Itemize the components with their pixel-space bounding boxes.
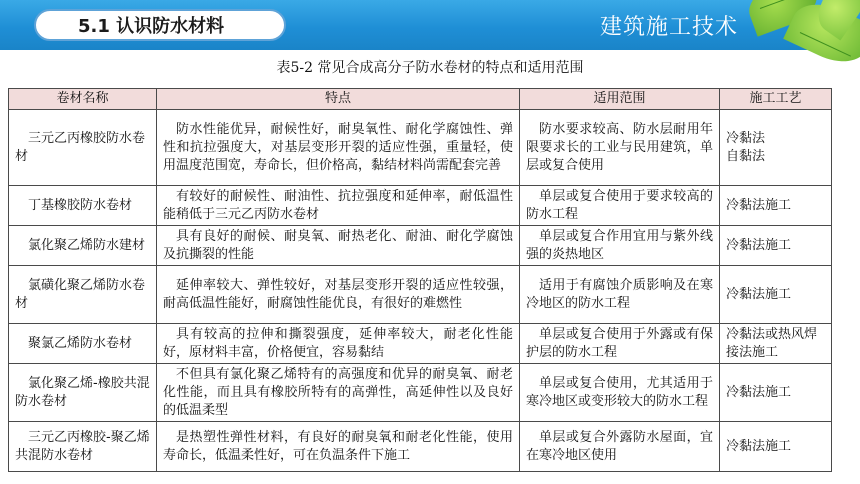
material-name: 氯化聚乙烯-橡胶共混防水卷材: [9, 364, 157, 422]
table-row: [9, 364, 832, 422]
material-process: [720, 110, 832, 186]
column-header: 特点: [157, 89, 520, 110]
material-features: 不但具有氯化聚乙烯特有的高强度和优异的耐臭氧、耐老化性能，而且具有橡胶所特有的高弹性，高延伸性以及良好的低温柔型: [157, 364, 520, 422]
material-scope: 防水要求较高、防水层耐用年限要求长的工业与民用建筑，单层或复合使用: [520, 110, 720, 186]
header-bar: [0, 0, 860, 50]
table-caption: 表5-2 常见合成高分子防水卷材的特点和适用范围: [276, 60, 584, 76]
table-header-row: [9, 89, 832, 110]
material-process: 冷黏法施工: [720, 364, 832, 422]
table-row: [9, 186, 832, 226]
process-item: 冷黏法: [726, 130, 766, 146]
material-process: 冷黏法施工: [720, 226, 832, 266]
section-label-text: 5.1 认识防水材料: [78, 16, 225, 37]
material-name: 氯化聚乙烯防水建材: [9, 226, 157, 266]
process-item: 自黏法: [726, 148, 766, 164]
material-scope: 单层或复合外露防水屋面，宜在寒冷地区使用: [520, 422, 720, 472]
material-features: 具有较高的拉伸和撕裂强度，延伸率较大，耐老化性能好，原材料丰富，价格便宜，容易黏结: [157, 324, 520, 364]
table-row: [9, 324, 832, 364]
column-header: 卷材名称: [9, 89, 157, 110]
material-scope: 适用于有腐蚀介质影响及在寒冷地区的防水工程: [520, 266, 720, 324]
table-row: [9, 110, 832, 186]
course-title: 建筑施工技术: [600, 15, 739, 40]
material-name: 丁基橡胶防水卷材: [9, 186, 157, 226]
material-name: 聚氯乙烯防水卷材: [9, 324, 157, 364]
column-header: 适用范围: [520, 89, 720, 110]
column-header: 施工工艺: [720, 89, 832, 110]
material-features: 防水性能优异，耐候性好，耐臭氧性、耐化学腐蚀性、弹性和抗拉强度大，对基层变形开裂的适应性强，重量轻，使用温度范围宽，寿命长，但价格高，黏结材料尚需配套完善: [157, 110, 520, 186]
material-name: 氯磺化聚乙烯防水卷材: [9, 266, 157, 324]
material-name: 三元乙丙橡胶防水卷材: [9, 110, 157, 186]
section-label: [34, 9, 286, 41]
material-features: 有较好的耐候性、耐油性、抗拉强度和延伸率，耐低温性能稍低于三元乙丙防水卷材: [157, 186, 520, 226]
material-features: 具有良好的耐候、耐臭氧、耐热老化、耐油、耐化学腐蚀及抗撕裂的性能: [157, 226, 520, 266]
material-scope: 单层或复合使用于要求较高的防水工程: [520, 186, 720, 226]
material-scope: 单层或复合使用于外露或有保护层的防水工程: [520, 324, 720, 364]
material-process: 冷黏法施工: [720, 186, 832, 226]
material-process: 冷黏法或热风焊接法施工: [720, 324, 832, 364]
material-features: 是热塑性弹性材料，有良好的耐臭氧和耐老化性能，使用寿命长，低温柔性好，可在负温条件下施工: [157, 422, 520, 472]
material-process: 冷黏法施工: [720, 422, 832, 472]
material-process: 冷黏法施工: [720, 266, 832, 324]
table-row: [9, 422, 832, 472]
material-scope: 单层或复合使用，尤其适用于寒冷地区或变形较大的防水工程: [520, 364, 720, 422]
table-row: [9, 266, 832, 324]
table-row: [9, 226, 832, 266]
material-scope: 单层或复合作用宜用与紫外线强的炎热地区: [520, 226, 720, 266]
materials-table: [8, 88, 832, 472]
material-features: 延伸率较大、弹性较好，对基层变形开裂的适应性较强，耐高低温性能好，耐腐蚀性能优良，有很好的难燃性: [157, 266, 520, 324]
material-name: 三元乙丙橡胶-聚乙烯共混防水卷材: [9, 422, 157, 472]
